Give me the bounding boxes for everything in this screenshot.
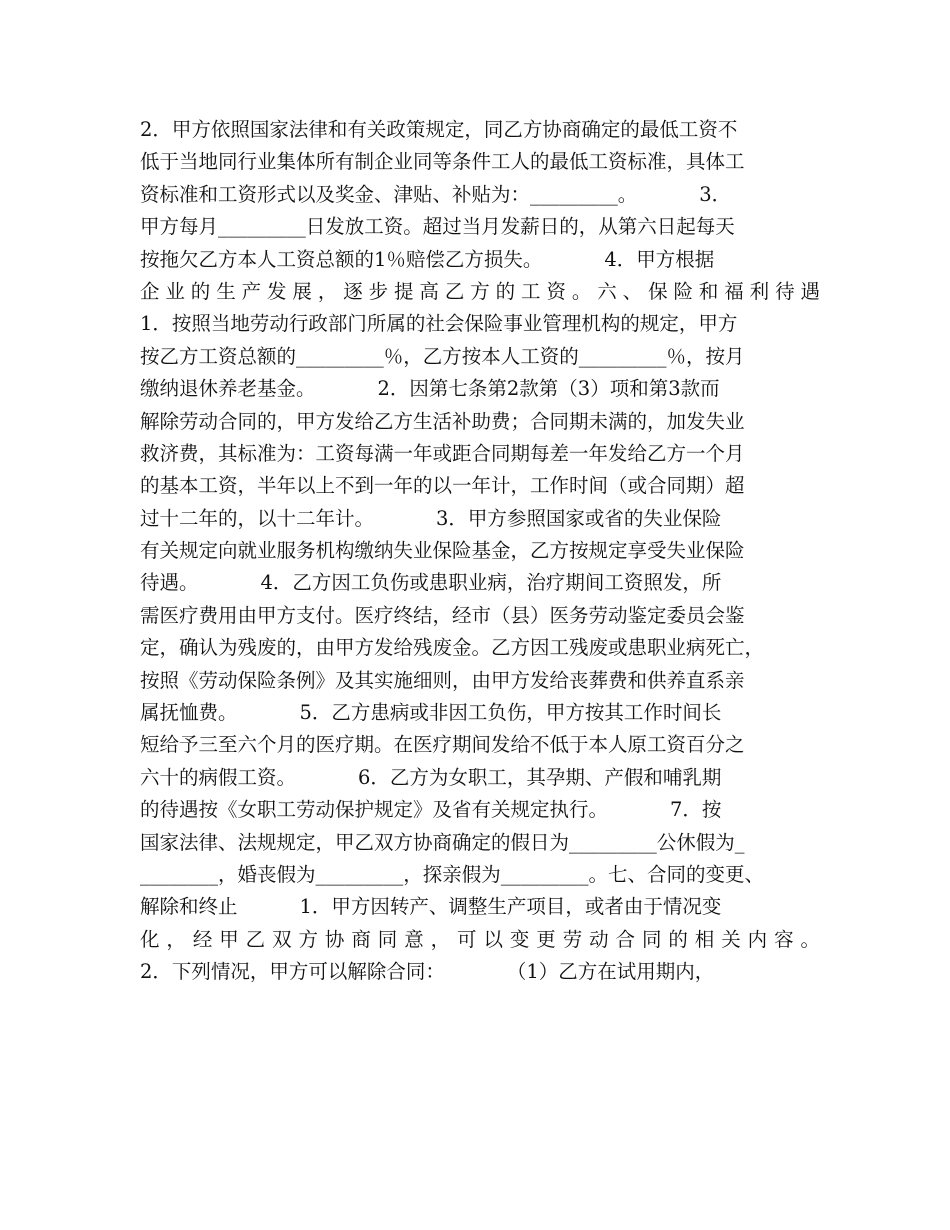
text-line: 需医疗费用由甲方支付。医疗终结，经市（县）医务劳动鉴定委员会鉴 [140,603,745,627]
text-line: 缴纳退休养老基金。 2．因第七条第2款第（3）项和第3款而 [140,377,720,401]
text-line: 救济费，其标准为：工资每满一年或距合同期每差一年发给乙方一个月 [140,441,745,465]
text-line: 低于当地同行业集体所有制企业同等条件工人的最低工资标准，具体工 [140,150,745,174]
text-line: ________，婚丧假为_________，探亲假为_________。七、合同的变更、 [140,862,765,886]
text-line: 国家法律、法规规定，甲乙双方协商确定的假日为_________公休假为_ [140,830,745,854]
document-body [140,114,820,989]
text-line: 2．下列情况，甲方可以解除合同： （1）乙方在试用期内， [140,960,715,984]
text-line: 的待遇按《女职工劳动保护规定》及省有关规定执行。 7．按 [140,798,722,822]
text-line: 化，经甲乙双方协商同意，可以变更劳动合同的相关内容。 [140,927,820,951]
text-line: 解除和终止 1．甲方因转产、调整生产项目，或者由于情况变 [140,895,722,919]
text-line: 1．按照当地劳动行政部门所属的社会保险事业管理机构的规定，甲方 [140,312,738,336]
text-line: 的基本工资，半年以上不到一年的以一年计，工作时间（或合同期）超 [140,474,745,498]
text-line: 六十的病假工资。 6．乙方为女职工，其孕期、产假和哺乳期 [140,765,722,789]
text-line: 资标准和工资形式以及奖金、津贴、补贴为：_________。 3． [140,182,732,206]
text-line: 短给予三至六个月的医疗期。在医疗期间发给不低于本人原工资百分之 [140,733,745,757]
text-line: 按乙方工资总额的_________％，乙方按本人工资的_________％，按月 [140,344,745,368]
text-line: 企业的生产发展，逐步提高乙方的工资。六、保险和福利待遇 [140,279,820,303]
text-line: 甲方每月_________日发放工资。超过当月发薪日的，从第六日起每天 [140,215,735,239]
text-line: 有关规定向就业服务机构缴纳失业保险基金，乙方按规定享受失业保险 [140,539,745,563]
text-line: 解除劳动合同的，甲方发给乙方生活补助费；合同期未满的，加发失业 [140,409,745,433]
text-line: 属抚恤费。 5．乙方患病或非因工负伤，甲方按其工作时间长 [140,701,722,725]
text-line: 待遇。 4．乙方因工负伤或患职业病，治疗期间工资照发，所 [140,571,722,595]
text-line: 定，确认为残废的，由甲方发给残废金。乙方因工残废或患职业病死亡， [140,636,765,660]
text-line: 2．甲方依照国家法律和有关政策规定，同乙方协商确定的最低工资不 [140,118,738,141]
text-line: 按照《劳动保险条例》及其实施细则，由甲方发给丧葬费和供养直系亲 [140,668,745,692]
text-line: 过十二年的，以十二年计。 3．甲方参照国家或省的失业保险 [140,506,722,530]
text-line: 按拖欠乙方本人工资总额的1％赔偿乙方损失。 4．甲方根据 [140,247,715,271]
